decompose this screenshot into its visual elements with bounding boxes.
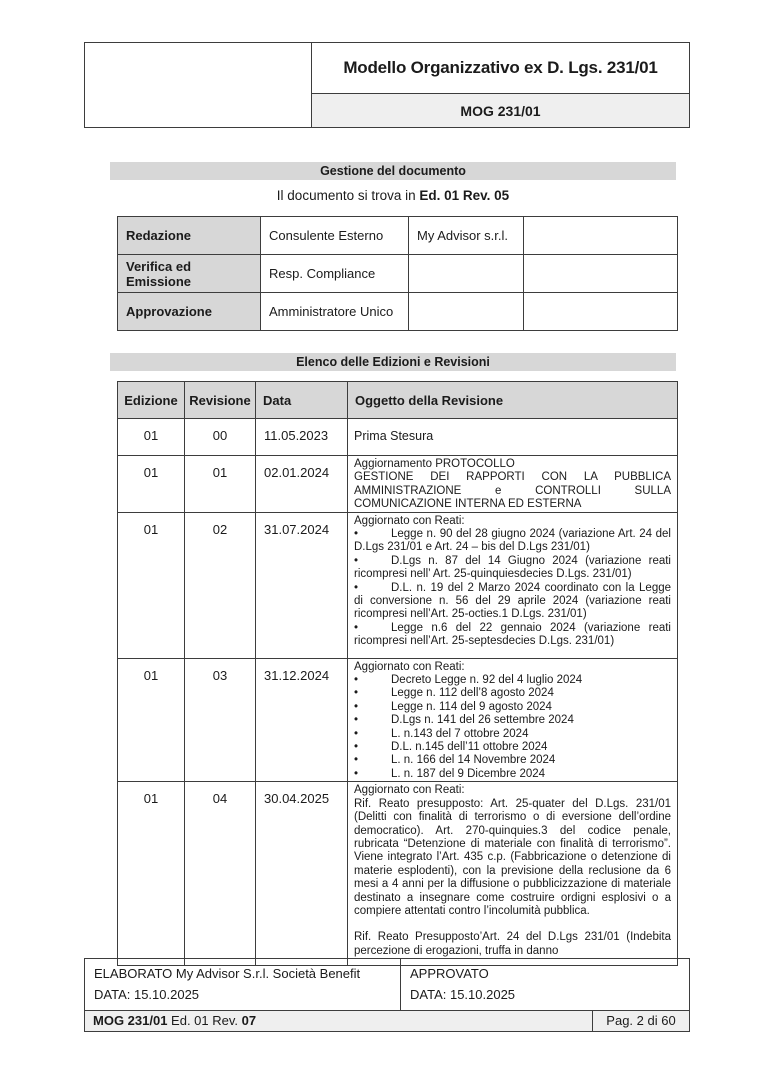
- edition-cell: 01: [118, 456, 185, 513]
- bullet-icon: •: [354, 581, 359, 594]
- bullet-icon: •: [354, 687, 359, 700]
- edition-cell: 01: [118, 782, 185, 966]
- table-row: [118, 456, 678, 513]
- revision-paragraph: Aggiornato con Reati:: [354, 514, 465, 527]
- edition-cell: 01: [118, 658, 185, 782]
- bullet-icon: •: [354, 528, 359, 541]
- revision-paragraph: GESTIONE DEI RAPPORTI CON LA PUBBLICA AMMINISTRAZIONE e CONTROLLI SULLA COMUNICAZIONE INTERNA ED ESTERNA: [354, 471, 671, 511]
- document-header-table: [84, 42, 690, 128]
- bullet-icon: •: [354, 767, 359, 780]
- role-extra: [524, 255, 678, 293]
- revision-cell: 02: [185, 512, 256, 658]
- revision-bullet-item: • D.Lgs n. 141 del 26 settembre 2024: [354, 714, 574, 727]
- date-cell: 11.05.2023: [256, 419, 348, 456]
- document-code: MOG 231/01: [312, 93, 689, 127]
- revision-paragraph: Prima Stesura: [354, 429, 434, 443]
- revision-paragraph: Aggiornato con Reati:: [354, 660, 465, 673]
- bullet-icon: •: [354, 727, 359, 740]
- subject-cell: [348, 456, 678, 513]
- footer-approved-cell: [401, 959, 689, 1010]
- footer-revision: 07: [241, 1013, 257, 1028]
- document-status-line: [110, 188, 676, 203]
- revision-bullet-item: • D.L. n.145 dell’11 ottobre 2024: [354, 741, 548, 754]
- table-header-row: [118, 382, 678, 419]
- table-row: [118, 217, 678, 255]
- subject-cell: [348, 658, 678, 782]
- footer-code: MOG 231/01: [93, 1013, 168, 1028]
- revision-paragraph: [354, 918, 671, 931]
- table-row: [118, 419, 678, 456]
- logo-placeholder: [85, 43, 312, 127]
- revision-bullet-item: • L. n. 187 del 9 Dicembre 2024: [354, 767, 546, 780]
- revision-cell: 00: [185, 419, 256, 456]
- page-number: Pag. 2 di 60: [592, 1011, 689, 1031]
- edition-cell: 01: [118, 419, 185, 456]
- bullet-icon: •: [354, 674, 359, 687]
- role-name: [409, 255, 524, 293]
- status-prefix: Il documento si trova in: [276, 188, 420, 203]
- revision-paragraph: Aggiornato con Reati:: [354, 784, 465, 797]
- subject-cell: [348, 782, 678, 966]
- table-row: [118, 512, 678, 658]
- header-title-block: [312, 43, 689, 127]
- bullet-icon: •: [354, 714, 359, 727]
- table-row: [118, 293, 678, 331]
- bullet-icon: •: [354, 700, 359, 713]
- date-cell: 02.01.2024: [256, 456, 348, 513]
- footer-elaborated-cell: [85, 959, 401, 1010]
- footer-edition: Ed. 01 Rev.: [167, 1013, 242, 1028]
- date-cell: 31.07.2024: [256, 512, 348, 658]
- role-label: Verifica ed Emissione: [118, 255, 261, 293]
- revision-cell: 03: [185, 658, 256, 782]
- approved-label: APPROVATO: [410, 966, 489, 981]
- revision-cell: 04: [185, 782, 256, 966]
- role-name: [409, 293, 524, 331]
- revision-bullet-item: • Legge n. 114 del 9 agosto 2024: [354, 700, 552, 713]
- bullet-icon: •: [354, 621, 359, 634]
- table-row: [118, 782, 678, 966]
- role-value: Consulente Esterno: [261, 217, 409, 255]
- roles-table: [117, 216, 678, 331]
- approved-date: DATA: 15.10.2025: [410, 987, 516, 1002]
- table-row: [118, 255, 678, 293]
- date-cell: 30.04.2025: [256, 782, 348, 966]
- elaborated-label: ELABORATO My Advisor S.r.l. Società Benefit: [94, 966, 361, 981]
- section-header-gestione: Gestione del documento: [110, 162, 676, 180]
- bullet-icon: •: [354, 741, 359, 754]
- role-label: Approvazione: [118, 293, 261, 331]
- column-header-revisione: Revisione: [185, 382, 256, 419]
- revision-bullet-item: • Legge n. 112 dell’8 agosto 2024: [354, 687, 554, 700]
- revision-paragraph: Rif. Reato presupposto: Art. 25-quater del D.Lgs. 231/01 (Delitti con finalità di terrorismo o di eversione dell’ordine democratico). Art. 270-quinquies.3 del codice penale, rubricata “Detenzione di materiale con finalità di terrorismo”. Viene integrato l’Art. 435 c.p. (Fabbricazione o detenzione di materie esplodenti), con la previsione della reclusione da 6 mesi a 4 anni per la diffusione o pubblicizzazione di materiale destinato a insegnare come costruire ordigni esplosivi o a compiere attentati contro l’incolumità pubblica.: [354, 797, 671, 917]
- role-extra: [524, 293, 678, 331]
- role-extra: [524, 217, 678, 255]
- footer-document-bar: [84, 1010, 690, 1032]
- revision-paragraph: Aggiornamento PROTOCOLLO: [354, 458, 515, 470]
- role-value: Resp. Compliance: [261, 255, 409, 293]
- revision-bullet-item: • D.Lgs n. 87 del 14 Giugno 2024 (variazione reati ricompresi nell’ Art. 25-quinquiesdecies D.Lgs. 231/01): [354, 554, 671, 581]
- subject-cell: [348, 512, 678, 658]
- status-edition-revision: Ed. 01 Rev. 05: [419, 188, 510, 203]
- revision-bullet-item: • L. n. 166 del 14 Novembre 2024: [354, 754, 556, 767]
- section-header-elenco: Elenco delle Edizioni e Revisioni: [110, 353, 676, 371]
- date-cell: 31.12.2024: [256, 658, 348, 782]
- column-header-edizione: Edizione: [118, 382, 185, 419]
- table-row: [118, 658, 678, 782]
- edition-cell: 01: [118, 512, 185, 658]
- page-title: Modello Organizzativo ex D. Lgs. 231/01: [343, 58, 658, 77]
- revisions-table: [117, 381, 678, 966]
- revision-paragraph: Rif. Reato Presupposto’Art. 24 del D.Lgs 231/01 (Indebita percezione di erogazioni, truffa in danno: [354, 931, 671, 957]
- subject-cell: [348, 419, 678, 456]
- role-label: Redazione: [118, 217, 261, 255]
- revision-cell: 01: [185, 456, 256, 513]
- role-name: My Advisor s.r.l.: [409, 217, 524, 255]
- footer-approval-table: [84, 958, 690, 1010]
- revision-bullet-item: • Decreto Legge n. 92 del 4 luglio 2024: [354, 674, 583, 687]
- footer-doc-code: [85, 1011, 592, 1031]
- column-header-oggetto: Oggetto della Revisione: [348, 382, 678, 419]
- bullet-icon: •: [354, 754, 359, 767]
- revision-bullet-item: • Legge n. 90 del 28 giugno 2024 (variazione Art. 24 del D.Lgs 231/01 e Art. 24 – bis del D.Lgs 231/01): [354, 528, 671, 554]
- bullet-icon: •: [354, 554, 359, 567]
- revision-bullet-item: • D.L. n. 19 del 2 Marzo 2024 coordinato con la Legge di conversione n. 56 del 29 aprile 2024 (variazione reati ricompresi nell’Art. 25-octies.1 D.Lgs. 231/01): [354, 581, 671, 621]
- revision-bullet-item: • L. n.143 del 7 ottobre 2024: [354, 727, 529, 740]
- revision-bullet-item: • Legge n.6 del 22 gennaio 2024 (variazione reati ricompresi nell’Art. 25-septesdecies D.Lgs. 231/01): [354, 621, 671, 648]
- column-header-data: Data: [256, 382, 348, 419]
- role-value: Amministratore Unico: [261, 293, 409, 331]
- elaborated-date: DATA: 15.10.2025: [94, 987, 200, 1002]
